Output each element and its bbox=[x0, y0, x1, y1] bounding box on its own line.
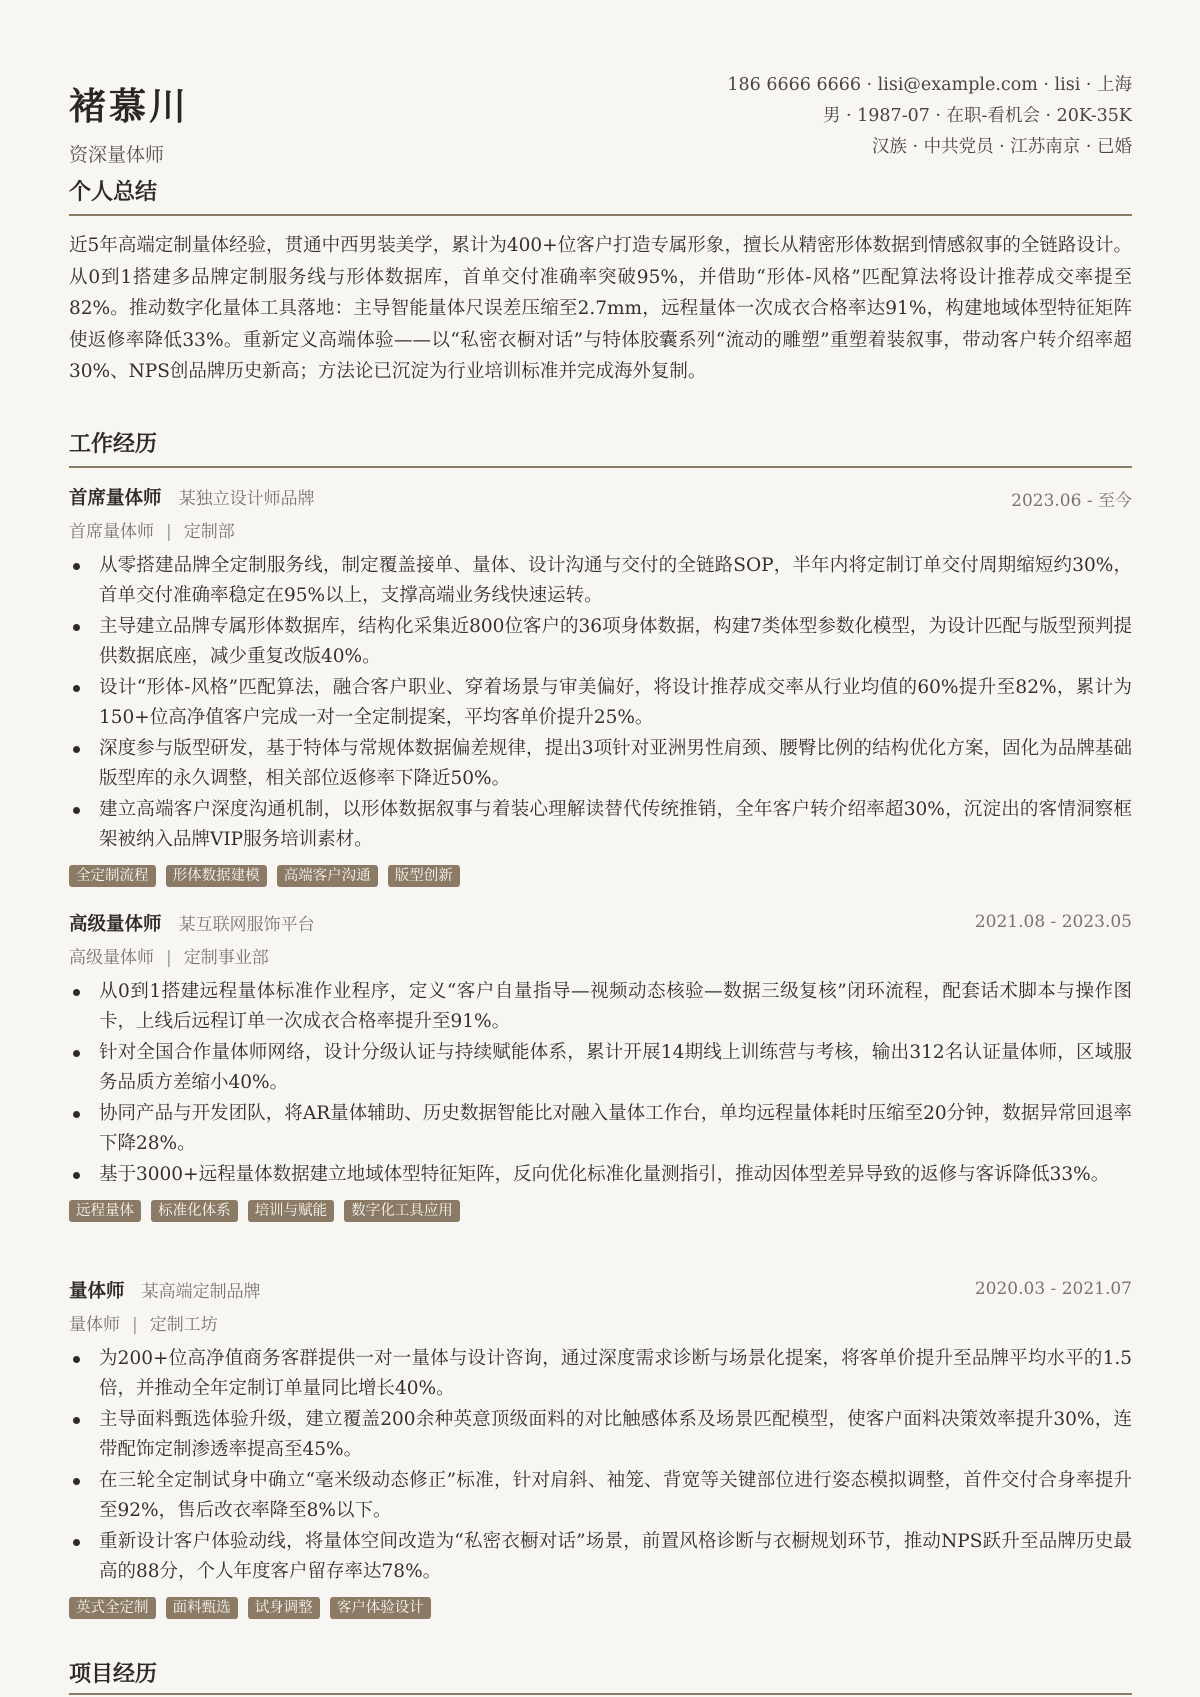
job-company: 某互联网服饰平台 bbox=[178, 915, 315, 935]
job-subline bbox=[69, 1310, 1132, 1340]
job-date: 2021.08 - 2023.05 bbox=[974, 912, 1132, 932]
job-role: 首席量体师 bbox=[69, 488, 162, 509]
skill-tag: 客户体验设计 bbox=[330, 1597, 431, 1619]
job-position: 首席量体师 bbox=[69, 522, 154, 542]
skill-tag: 全定制流程 bbox=[69, 865, 156, 887]
separator: | bbox=[166, 948, 172, 968]
job-header bbox=[69, 484, 1132, 514]
skill-tags bbox=[69, 1200, 1132, 1226]
bullet-item: 针对全国合作量体师网络，设计分级认证与持续赋能体系，累计开展14期线上训练营与考核，输出312名认证量体师，区域服务品质方差缩小40%。 bbox=[69, 1038, 1132, 1098]
bullet-item: 基于3000+远程量体数据建立地域体型特征矩阵，反向优化标准化量测指引，推动因体型差异导致的返修与客诉降低33%。 bbox=[69, 1160, 1132, 1190]
bullet-item: 设计“形体-风格”匹配算法，融合客户职业、穿着场景与审美偏好，将设计推荐成交率从行业均值的60%提升至82%，累计为150+位高净值客户完成一对一全定制提案，平均客单价提升25%。 bbox=[69, 673, 1132, 733]
candidate-title: 资深量体师 bbox=[69, 144, 165, 166]
job-entry bbox=[69, 910, 1132, 1226]
job-entry bbox=[69, 1277, 1132, 1623]
contact-line: 男 · 1987-07 · 在职-看机会 · 20K-35K bbox=[822, 106, 1132, 126]
skill-tag: 试身调整 bbox=[248, 1597, 320, 1619]
job-header bbox=[69, 910, 1132, 940]
skill-tag: 形体数据建模 bbox=[166, 865, 267, 887]
section-title-summary: 个人总结 bbox=[69, 179, 158, 205]
bullet-item: 建立高端客户深度沟通机制，以形体数据叙事与着装心理解读替代传统推销，全年客户转介绍率超30%，沉淀出的客情洞察框架被纳入品牌VIP服务培训素材。 bbox=[69, 795, 1132, 855]
bullet-item: 从0到1搭建远程量体标准作业程序，定义“客户自量指导—视频动态核验—数据三级复核”闭环流程，配套话术脚本与操作图卡，上线后远程订单一次成衣合格率提升至91%。 bbox=[69, 977, 1132, 1037]
bullet-item: 为200+位高净值商务客群提供一对一量体与设计咨询，通过深度需求诊断与场景化提案，将客单价提升至品牌平均水平的1.5倍，并推动全年定制订单量同比增长40%。 bbox=[69, 1344, 1132, 1404]
separator: | bbox=[166, 522, 172, 542]
job-bullets bbox=[69, 1344, 1132, 1587]
job-subline bbox=[69, 517, 1132, 547]
bullet-item: 主导面料甄选体验升级，建立覆盖200余种英意顶级面料的对比触感体系及场景匹配模型，使客户面料决策效率提升30%，连带配饰定制渗透率提高至45%。 bbox=[69, 1405, 1132, 1465]
bullet-item: 从零搭建品牌全定制服务线，制定覆盖接单、量体、设计沟通与交付的全链路SOP，半年内将定制订单交付周期缩短约30%，首单交付准确率稳定在95%以上，支撑高端业务线快速运转。 bbox=[69, 551, 1132, 611]
candidate-name: 褚慕川 bbox=[69, 84, 189, 128]
job-company: 某独立设计师品牌 bbox=[178, 489, 315, 509]
skill-tag: 版型创新 bbox=[388, 865, 460, 887]
job-bullets bbox=[69, 551, 1132, 855]
job-company: 某高端定制品牌 bbox=[141, 1282, 261, 1302]
section-divider bbox=[69, 214, 1132, 216]
bullet-item: 主导建立品牌专属形体数据库，结构化采集近800位客户的36项身体数据，构建7类体型参数化模型，为设计匹配与版型预判提供数据底座，减少重复改版40%。 bbox=[69, 612, 1132, 672]
bullet-item: 协同产品与开发团队，将AR量体辅助、历史数据智能比对融入量体工作台，单均远程量体耗时压缩至20分钟，数据异常回退率下降28%。 bbox=[69, 1099, 1132, 1159]
skill-tag: 标准化体系 bbox=[151, 1200, 238, 1222]
bullet-item: 重新设计客户体验动线，将量体空间改造为“私密衣橱对话”场景，前置风格诊断与衣橱规划环节，推动NPS跃升至品牌历史最高的88分，个人年度客户留存率达78%。 bbox=[69, 1527, 1132, 1587]
bullet-item: 在三轮全定制试身中确立“毫米级动态修正”标准，针对肩斜、袖笼、背宽等关键部位进行姿态模拟调整，首件交付合身率提升至92%，售后改衣率降至8%以下。 bbox=[69, 1466, 1132, 1526]
job-department: 定制事业部 bbox=[183, 948, 269, 968]
separator: | bbox=[132, 1315, 138, 1335]
job-department: 定制部 bbox=[183, 522, 235, 542]
job-position: 量体师 bbox=[69, 1315, 120, 1335]
skill-tag: 远程量体 bbox=[69, 1200, 141, 1222]
job-role: 量体师 bbox=[69, 1281, 125, 1302]
skill-tags bbox=[69, 865, 1132, 891]
skill-tag: 培训与赋能 bbox=[248, 1200, 335, 1222]
job-subline bbox=[69, 943, 1132, 973]
contact-line: 汉族 · 中共党员 · 江苏南京 · 已婚 bbox=[871, 137, 1132, 157]
contact-line: 186 6666 6666 · lisi@example.com · lisi · 上海 bbox=[727, 75, 1132, 95]
summary-text: 近5年高端定制量体经验，贯通中西男装美学，累计为400+位客户打造专属形象，擅长从精密形体数据到情感叙事的全链路设计。从0到1搭建多品牌定制服务线与形体数据库，首单交付准确率突破95%，并借助“形体-风格”匹配算法将设计推荐成交率提至82%。推动数字化量体工具落地：主导智能量体尺误差压缩至2.7mm，远程量体一次成衣合格率达91%，构建地域体型特征矩阵使返修率降低33%。重新定义高端体验——以“私密衣橱对话”与特体胶囊系列“流动的雕塑”重塑着装叙事，带动客户转介绍率超30%、NPS创品牌历史新高；方法论已沉淀为行业培训标准并完成海外复制。 bbox=[69, 235, 1132, 382]
job-role: 高级量体师 bbox=[69, 914, 162, 935]
skill-tag: 英式全定制 bbox=[69, 1597, 156, 1619]
section-divider bbox=[69, 1693, 1132, 1695]
skill-tag: 面料甄选 bbox=[166, 1597, 238, 1619]
section-divider bbox=[69, 466, 1132, 468]
job-date: 2023.06 - 至今 bbox=[1011, 491, 1132, 511]
skill-tags bbox=[69, 1597, 1132, 1623]
section-title-experience: 工作经历 bbox=[69, 431, 158, 457]
skill-tag: 数字化工具应用 bbox=[344, 1200, 460, 1222]
job-department: 定制工坊 bbox=[149, 1315, 218, 1335]
resume-header bbox=[69, 70, 1132, 190]
bullet-item: 深度参与版型研发，基于特体与常规体数据偏差规律，提出3项针对亚洲男性肩颈、腰臀比例的结构优化方案，固化为品牌基础版型库的永久调整，相关部位返修率下降近50%。 bbox=[69, 734, 1132, 794]
job-header bbox=[69, 1277, 1132, 1307]
skill-tag: 高端客户沟通 bbox=[277, 865, 378, 887]
job-date: 2020.03 - 2021.07 bbox=[974, 1279, 1132, 1299]
section-title-projects: 项目经历 bbox=[69, 1661, 158, 1687]
contact-info bbox=[727, 70, 1132, 163]
job-bullets bbox=[69, 977, 1132, 1190]
job-entry bbox=[69, 484, 1132, 891]
job-position: 高级量体师 bbox=[69, 948, 154, 968]
